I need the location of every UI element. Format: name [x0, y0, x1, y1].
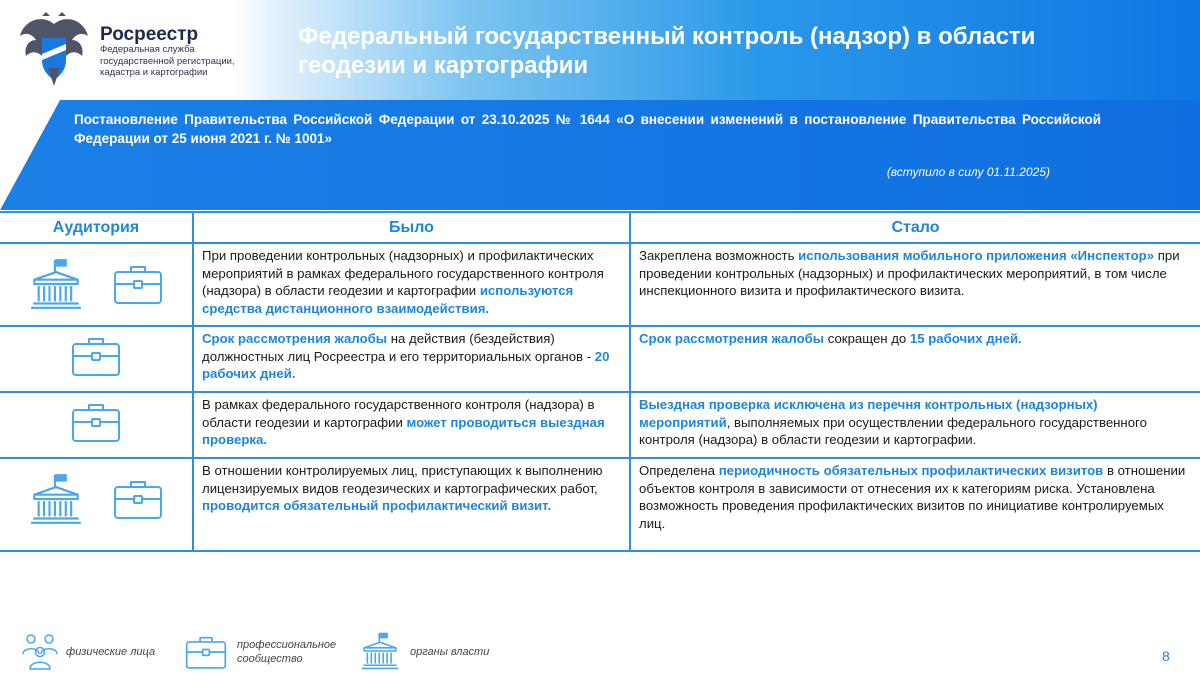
cell-text: При проведении контрольных (надзорных) и профилактических мероприятий в рамках федерального государственного контроля (надзора) в области геодезии и картографии — [202, 248, 604, 298]
before-cell — [193, 392, 630, 458]
table-header-row — [0, 212, 1200, 243]
cell-text: Определена — [639, 463, 719, 478]
people-icon — [20, 632, 60, 670]
audience-cell — [0, 243, 193, 326]
highlighted-text: используются средства дистанционного взаимодействия. — [202, 283, 574, 316]
decree-text: Постановление Правительства Российской Федерации от 23.10.2025 № 1644 «О внесении изменений в постановление Правительства Российской Федерации от 25 июня 2021 г. № 1001» — [74, 112, 1101, 146]
page-number: 8 — [1162, 648, 1170, 664]
before-cell — [193, 458, 630, 551]
highlighted-text: может проводиться выездная проверка. — [202, 414, 605, 447]
cell-text: на действия (бездействия) должностных лиц Росреестра и его территориальных органов - — [202, 331, 595, 364]
audience-cell — [0, 392, 193, 458]
cell-text: В отношении контролируемых лиц, приступающих к выполнению лицензируемых видов геодезических и картографических работ, — [202, 463, 603, 496]
after-cell — [630, 326, 1200, 392]
table-row — [0, 392, 1200, 458]
before-cell — [193, 243, 630, 326]
cell-text: в отношении объектов контроля в зависимости от отнесения их к категориям риска. Установлена возможность проведения профилактических визитов по инициативе контролируемых лиц. — [639, 463, 1186, 531]
briefcase-icon — [113, 478, 163, 520]
cell-text: , выполняемых при осуществлении федерального государственного контроля (надзора) в области геодезии и картографии. — [639, 414, 1147, 447]
table-row — [0, 458, 1200, 551]
cell-text: В рамках федерального государственного контроля (надзора) в области геодезии и картографии — [202, 397, 595, 430]
audience-cell — [0, 458, 193, 551]
legend-authorities: органы власти — [410, 646, 490, 658]
briefcase-icon — [113, 263, 163, 305]
highlighted-text: 15 рабочих дней. — [909, 331, 1022, 346]
highlighted-text: периодичность обязательных профилактических визитов — [718, 463, 1104, 478]
header-audience: Аудитория — [0, 212, 193, 243]
briefcase-icon — [71, 335, 121, 377]
page-title: Федеральный государственный контроль (надзор) в области геодезии и картографии — [298, 23, 1036, 79]
table-row — [0, 326, 1200, 392]
building-icon — [29, 473, 83, 525]
highlighted-text: Срок рассмотрения жалобы — [202, 331, 388, 346]
comparison-table — [0, 211, 1200, 552]
highlighted-text: Выездная проверка исключена из перечня контрольных (надзорных) мероприятий — [639, 397, 1098, 430]
after-cell — [630, 243, 1200, 326]
table-row — [0, 243, 1200, 326]
legend-individuals: физические лица — [66, 646, 156, 658]
after-cell — [630, 392, 1200, 458]
highlighted-text: использования мобильного приложения «Инспектор» — [798, 248, 1155, 263]
before-cell — [193, 326, 630, 392]
brand-subtitle: Федеральная служба государственной регистрации, кадастра и картографии — [100, 44, 235, 78]
header-after: Стало — [630, 212, 1200, 243]
after-cell — [630, 458, 1200, 551]
cell-text: при проведении контрольных (надзорных) и профилактических мероприятий, в том числе инспекционного визита и профилактического визита. — [639, 248, 1180, 298]
cell-text: сокращен до — [824, 331, 910, 346]
rosreestr-emblem-icon — [18, 10, 90, 90]
brand-name: Росреестр — [100, 24, 199, 45]
highlighted-text: 20 рабочих дней. — [202, 348, 610, 381]
legend-professional: профессиональное сообщество — [237, 639, 337, 665]
header-before: Было — [193, 212, 630, 243]
briefcase-icon — [71, 401, 121, 443]
briefcase-icon — [185, 634, 227, 670]
building-icon — [29, 258, 83, 310]
highlighted-text: Срок рассмотрения жалобы — [639, 331, 825, 346]
decree-effective-date: (вступило в силу 01.11.2025) — [886, 165, 1050, 179]
highlighted-text: проводится обязательный профилактический визит. — [202, 498, 552, 513]
audience-cell — [0, 326, 193, 392]
cell-text: Закреплена возможность — [639, 248, 799, 263]
building-icon — [361, 632, 399, 670]
